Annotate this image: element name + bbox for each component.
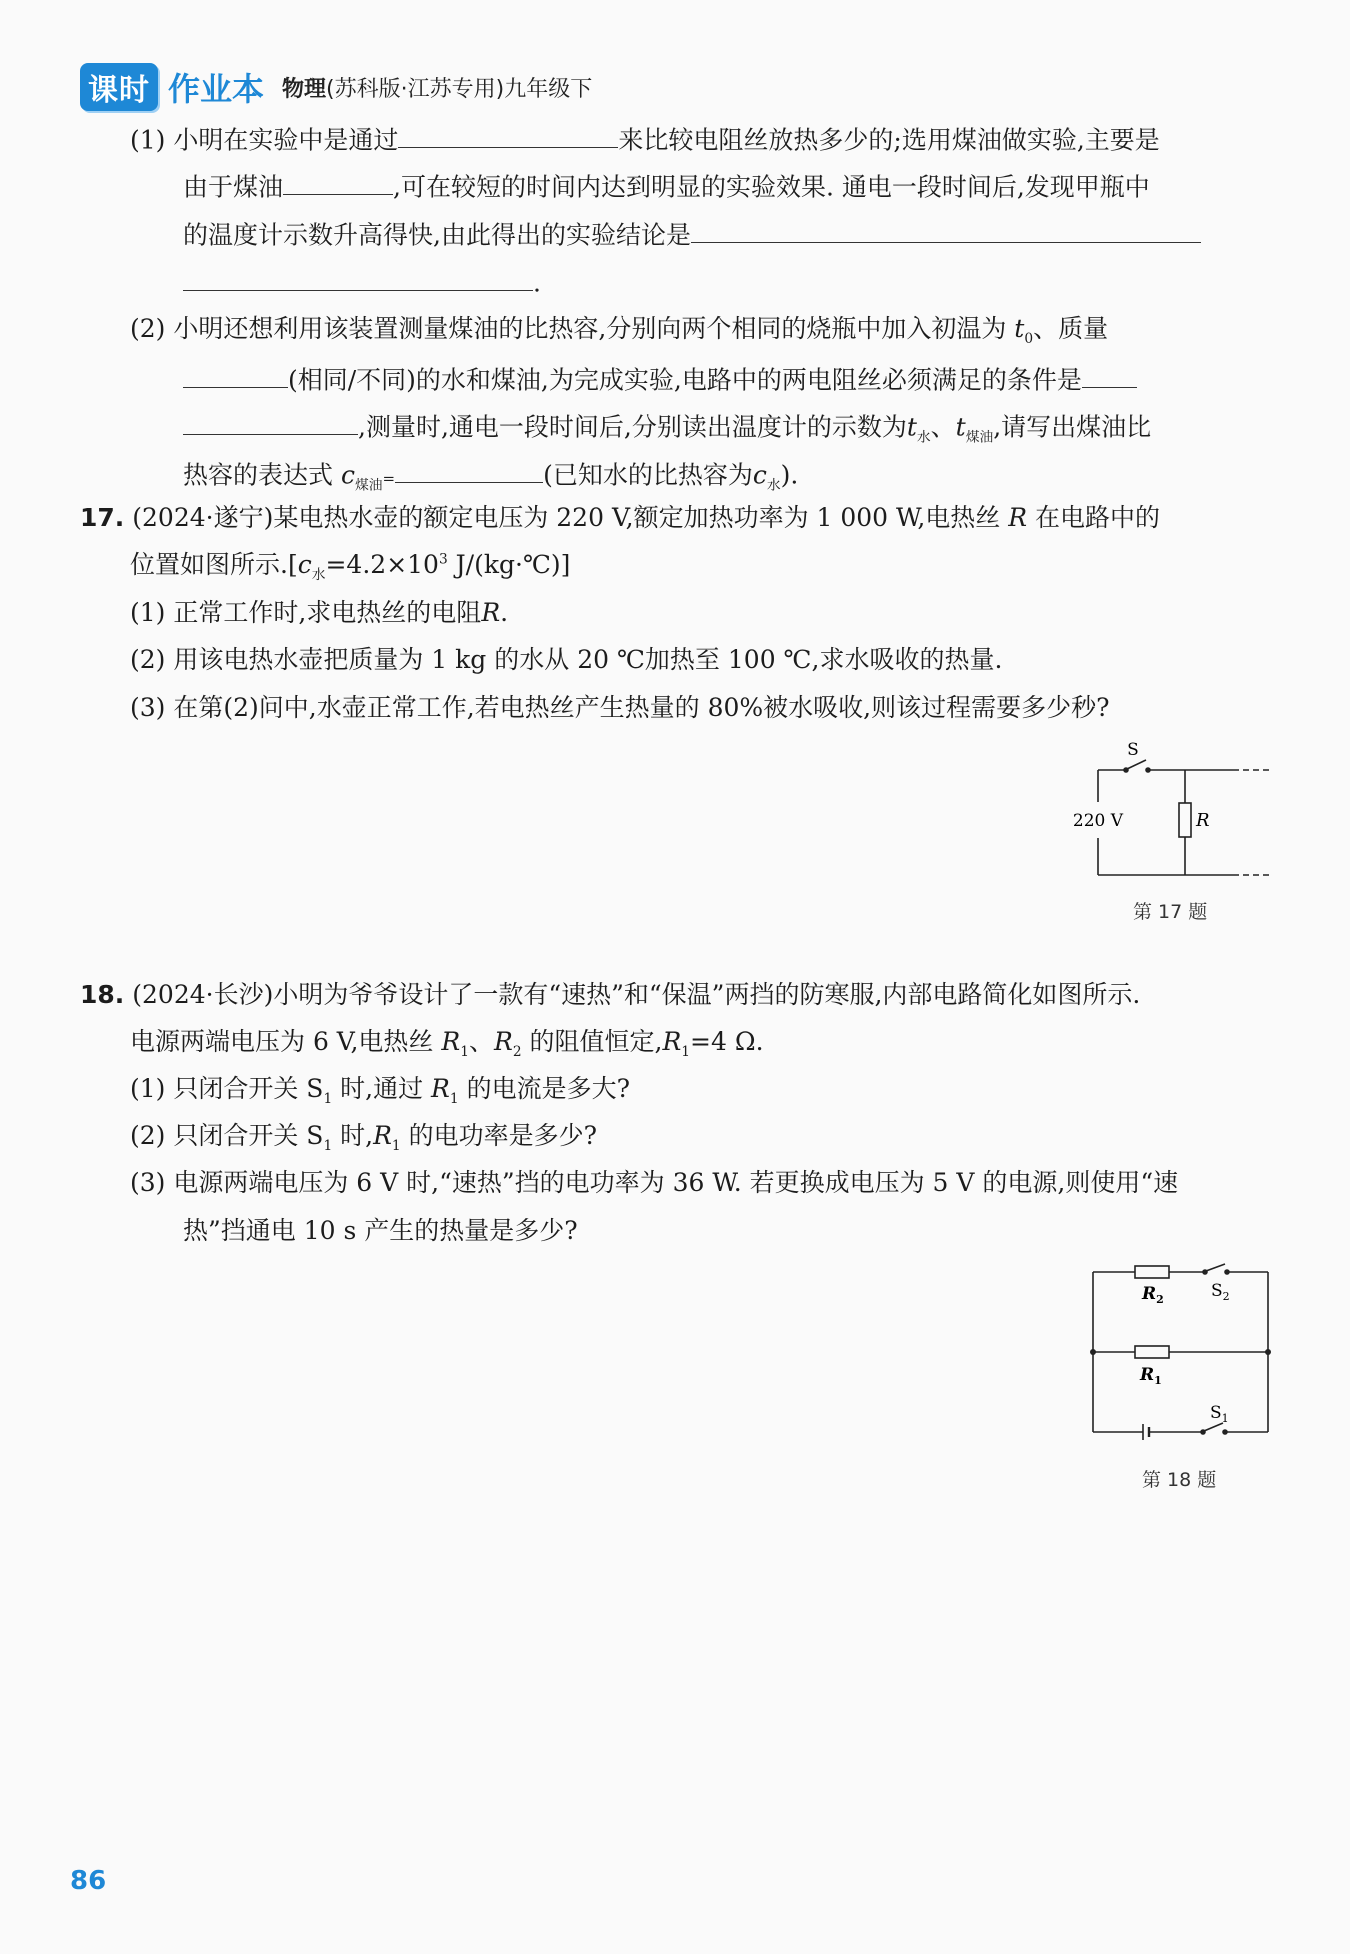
series-title: 作业本 <box>168 70 265 108</box>
q16-p2-number: (2) <box>130 314 166 343</box>
q16-p2-text: ,测量时,通电一段时间后,分别读出温度计的示数为 <box>358 412 907 442</box>
q16-p2-text: 、质量 <box>1033 314 1109 343</box>
q16-p1-text: 来比较电阻丝放热多少的;选用煤油做实验,主要是 <box>618 125 1160 155</box>
q18-sub3-line1 <box>130 1168 1178 1198</box>
equals: = <box>382 469 396 488</box>
q16-p1-line1 <box>130 121 1160 155</box>
book-info <box>282 72 592 103</box>
q17-text: (2024·遂宁)某电热水壶的额定电压为 220 V,额定加热功率为 1 000 W,电热丝 <box>132 503 1001 532</box>
q17-text: =4.2×10 <box>325 550 439 579</box>
answer-blank[interactable] <box>398 121 618 148</box>
q16-p1-number: (1) <box>130 125 166 155</box>
q18-line2 <box>130 1027 764 1061</box>
q16-p2-line1 <box>130 314 1108 348</box>
resistor-label: R <box>1196 810 1210 831</box>
separator: 、 <box>930 412 956 442</box>
q18-line1 <box>80 980 1140 1010</box>
switch-s1-label: $S_1$ <box>1210 1403 1229 1425</box>
q16-p1-text: 由于煤油 <box>183 172 284 202</box>
math-sub: 2 <box>512 1044 522 1060</box>
math-var: R <box>481 598 501 627</box>
q18-text: 电源两端电压为 6 V,电热丝 <box>130 1027 434 1056</box>
q16-p2-text: (已知水的比热容为 <box>543 460 753 490</box>
math-var: R <box>662 1027 682 1056</box>
answer-blank[interactable] <box>183 361 288 388</box>
circuit-diagram-17 <box>1060 740 1280 890</box>
q18-sub2 <box>130 1121 597 1155</box>
q16-p1-text: 小明在实验中是通过 <box>173 125 399 155</box>
math-sub: 1 <box>449 1091 459 1107</box>
math-var: t <box>955 412 966 442</box>
answer-blank[interactable] <box>283 168 393 195</box>
math-sub: 水 <box>766 477 781 494</box>
book-header <box>80 65 592 109</box>
math-var: R <box>431 1074 450 1103</box>
q18-sub1-text: 时,通过 <box>332 1074 424 1103</box>
answer-blank[interactable] <box>183 264 533 291</box>
q18-sub2-text: (2) 只闭合开关 S <box>130 1121 324 1150</box>
q17-sub1-text: (1) 正常工作时,求电热丝的电阻 <box>130 598 482 627</box>
switch-label: S <box>1127 740 1139 760</box>
math-sub: 1 <box>391 1138 401 1154</box>
q17-sub2-text: (2) 用该电热水壶把质量为 1 kg 的水从 20 ℃加热至 100 ℃,求水吸收的热量. <box>130 645 1003 674</box>
q16-p2-text: 热容的表达式 <box>183 460 334 490</box>
math-var: R <box>373 1121 392 1150</box>
q17-text: 在电路中的 <box>1035 503 1161 532</box>
figure-caption-17: 第 17 题 <box>1133 901 1208 923</box>
q17-sub3 <box>130 693 1110 723</box>
math-sup: 3 <box>438 551 448 568</box>
q18-number: 18. <box>80 980 125 1009</box>
q16-p2-line2 <box>183 361 1137 395</box>
answer-blank[interactable] <box>1082 361 1137 388</box>
q16-p1-line2 <box>183 168 1150 202</box>
q18-sub1-text: (1) 只闭合开关 S <box>130 1074 324 1103</box>
math-sub: 煤油 <box>354 477 383 494</box>
math-var: t <box>906 412 917 442</box>
math-sub: 1 <box>460 1044 469 1060</box>
q16-p2-text: (相同/不同)的水和煤油,为完成实验,电路中的两电阻丝必须满足的条件是 <box>288 365 1082 395</box>
math-var: c <box>752 460 767 490</box>
q18-text: 的阻值恒定, <box>529 1027 663 1056</box>
math-var: R <box>493 1027 513 1056</box>
answer-blank[interactable] <box>183 408 358 435</box>
switch-s2-label: $S_2$ <box>1211 1281 1230 1303</box>
q17-line1 <box>80 503 1160 533</box>
q16-p1-text: 的温度计示数升高得快,由此得出的实验结论是 <box>183 220 691 250</box>
q17-sub2 <box>130 645 1002 675</box>
period: . <box>533 268 541 298</box>
math-var: c <box>340 460 355 490</box>
q18-sub1 <box>130 1074 630 1108</box>
math-sub: 1 <box>323 1138 333 1154</box>
q18-sub2-text: 的电功率是多少? <box>408 1121 598 1150</box>
answer-blank[interactable] <box>395 456 543 483</box>
subject-label: 物理 <box>282 76 327 102</box>
math-sub: 煤油 <box>965 429 994 446</box>
math-var: c <box>297 550 312 579</box>
circuit-diagram-18 <box>1085 1262 1275 1442</box>
q17-line2 <box>130 550 570 584</box>
q17-text: . <box>500 598 509 627</box>
q16-p2-text: ). <box>780 460 799 490</box>
q17-sub1 <box>130 598 508 628</box>
math-sub: 0 <box>1024 331 1034 347</box>
q18-text: (2024·长沙)小明为爷爷设计了一款有“速热”和“保温”两挡的防寒服,内部电路简化如图所示. <box>132 980 1141 1009</box>
figure-caption-18: 第 18 题 <box>1142 1469 1217 1491</box>
math-sub: 1 <box>681 1044 691 1060</box>
q18-sub3-text: (3) 电源两端电压为 6 V 时,“速热”挡的电功率为 36 W. 若更换成电压为 5 V 的电源,则使用“速 <box>130 1168 1179 1197</box>
q18-sub2-text: 时, <box>332 1121 374 1150</box>
math-var: R <box>441 1027 461 1056</box>
separator: 、 <box>468 1027 494 1056</box>
q16-p2-line4 <box>183 456 798 494</box>
edition-label: (苏科版·江苏专用)九年级下 <box>326 76 593 102</box>
q18-sub1-text: 的电流是多大? <box>466 1074 630 1103</box>
q16-p1-text: ,可在较短的时间内达到明显的实验效果. 通电一段时间后,发现甲瓶中 <box>393 172 1150 202</box>
q16-p2-line3 <box>183 408 1151 446</box>
q18-sub3-line2 <box>183 1216 578 1246</box>
q17-sub3-text: (3) 在第(2)问中,水壶正常工作,若电热丝产生热量的 80%被水吸收,则该过程需要多少秒? <box>130 693 1110 722</box>
math-sub: 水 <box>916 429 931 446</box>
math-sub: 1 <box>323 1091 333 1107</box>
q17-text: 位置如图所示.[ <box>130 550 298 579</box>
q18-sub3-text: 热”挡通电 10 s 产生的热量是多少? <box>183 1216 578 1245</box>
series-logo: 课时 <box>80 63 158 111</box>
q17-number: 17. <box>80 503 125 532</box>
q18-text: =4 Ω. <box>690 1027 764 1056</box>
voltage-label: 220 V <box>1072 811 1124 831</box>
math-var: R <box>1008 503 1028 532</box>
q17-text: J/(kg·℃)] <box>447 550 571 579</box>
math-var: t <box>1014 314 1025 343</box>
q16-p2-text: 小明还想利用该装置测量煤油的比热容,分别向两个相同的烧瓶中加入初温为 <box>173 314 1007 343</box>
math-sub: 水 <box>311 567 326 583</box>
answer-blank[interactable] <box>691 216 1201 243</box>
page-number: 86 <box>70 1866 107 1896</box>
q16-p1-line3 <box>183 216 1201 250</box>
resistor-r2-label: $R_2$ <box>1142 1284 1164 1306</box>
resistor-r1-label: $R_1$ <box>1140 1365 1162 1387</box>
q16-p1-line4 <box>183 264 541 298</box>
q16-p2-text: ,请写出煤油比 <box>993 412 1152 442</box>
